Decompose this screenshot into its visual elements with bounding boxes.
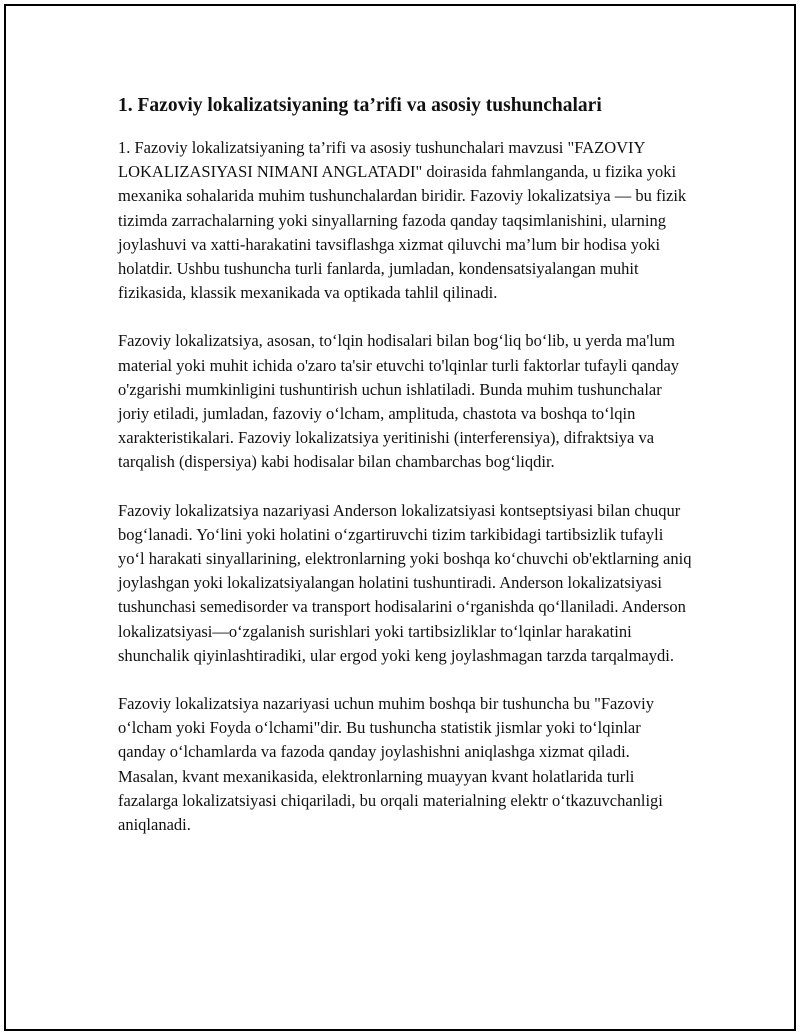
paragraph-2: Fazoviy lokalizatsiya, asosan, to‘lqin hodisalari bilan bog‘liq bo‘lib, u yerda ma'lum material yoki muhit ichida o'zaro ta'sir etuvchi to'lqinlar turli faktorlar tufayli qanday o'zgarishi mumkinligini tushuntirish uchun ishlatiladi. Bunda muhim tushunchalar joriy etiladi, jumladan, fazoviy o‘lcham, amplituda, chastota va boshqa to‘lqin xarakteristikalari. Fazoviy lokalizatsiya yeritinishi (interferensiya), difraktsiya va tarqalish (dispersiya) kabi hodisalar bilan chambarchas bog‘liqdir. [118, 331, 680, 472]
section-heading: 1. Fazoviy lokalizatsiyaning ta’rifi va asosiy tushunchalari [118, 95, 602, 116]
document-body [118, 94, 692, 861]
paragraph-1: 1. Fazoviy lokalizatsiyaning ta’rifi va asosiy tushunchalari mavzusi "FAZOVIY LOKALIZASIYASI NIMANI ANGLATADI" doirasida fahmlanganda, u fizika yoki mexanika sohalarida muhim tushunchalardan biridir. Fazoviy lokalizatsiya — bu fizik tizimda zarrachalarning yoki sinyallarning fazoda qanday taqsimlanishini, ularning joylashuvi va xatti-harakatini tavsiflashga xizmat qiluvchi ma’lum bir hodisa yoki holatdir. Ushbu tushuncha turli fanlarda, jumladan, kondensatsiyalangan muhit fizikasida, klassik mexanikada va optikada tahlil qilinadi. [118, 138, 687, 303]
paragraph-4: Fazoviy lokalizatsiya nazariyasi uchun muhim boshqa bir tushuncha bu "Fazoviy o‘lcham yoki Foyda o‘lchami"dir. Bu tushuncha statistik jismlar yoki to‘lqinlar qanday o‘lchamlarda va fazoda qanday joylashishni aniqlashga xizmat qiladi. Masalan, kvant mexanikasida, elektronlarning muayyan kvant holatlarida turli fazalarga lokalizatsiyasi chiqariladi, bu orqali materialning elektr o‘tkazuvchanligi aniqlanadi. [118, 694, 663, 835]
paragraph-3: Fazoviy lokalizatsiya nazariyasi Anderson lokalizatsiyasi kontseptsiyasi bilan chuqur bog‘lanadi. Yo‘lini yoki holatini o‘zgartiruvchi tizim tarkibidagi tartibsizlik tufayli yo‘l harakati sinyallarining, elektronlarning yoki boshqa ko‘chuvchi ob'ektlarning aniq joylashgan yoki lokalizatsiyalangan holatini tushuntiradi. Anderson lokalizatsiyasi tushunchasi semedisorder va transport hodisalarini o‘rganishda qo‘llaniladi. Anderson lokalizatsiyasi—o‘zgalanish surishlari yoki tartibsizliklar to‘lqinlar harakatini shunchalik qiyinlashtiradiki, ular ergod yoki keng joylashmagan tarzda tarqalmaydi. [118, 500, 692, 665]
